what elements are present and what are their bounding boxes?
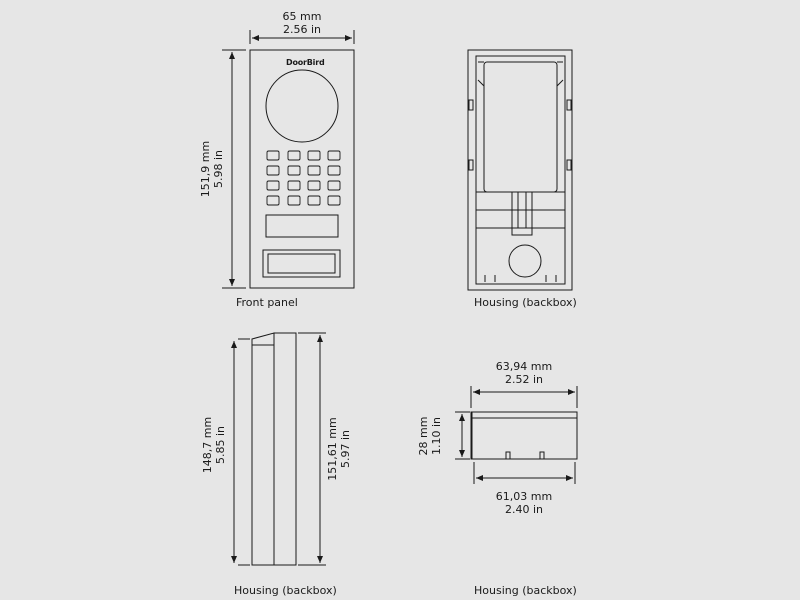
display-cavity bbox=[484, 62, 557, 192]
front-height-in: 5.98 in bbox=[212, 149, 225, 189]
bottom-base-mm: 61,03 mm bbox=[495, 490, 553, 503]
front-width-mm: 65 mm bbox=[282, 10, 322, 23]
bottom-top-in: 2.52 in bbox=[504, 373, 544, 386]
camera-lens bbox=[266, 70, 338, 142]
bottom-body bbox=[471, 412, 577, 459]
doorbell-button-inner bbox=[268, 254, 335, 273]
front-panel-caption: Front panel bbox=[236, 296, 298, 309]
side-left-label bbox=[201, 405, 227, 485]
front-panel-drawing bbox=[222, 30, 354, 288]
side-wedge bbox=[252, 333, 274, 565]
bottom-depth-label bbox=[417, 406, 443, 466]
front-width-label bbox=[262, 10, 342, 36]
keypad bbox=[267, 151, 340, 205]
brand-logo-text: DoorBird bbox=[286, 58, 325, 67]
housing-side-caption: Housing (backbox) bbox=[234, 584, 337, 597]
bottom-depth-in: 1.10 in bbox=[430, 416, 443, 456]
side-right-in: 5.97 in bbox=[339, 429, 352, 469]
housing-inner bbox=[476, 56, 565, 284]
bottom-base-label bbox=[484, 490, 564, 516]
front-panel-outline bbox=[250, 50, 354, 288]
front-height-label bbox=[199, 129, 225, 209]
side-right-label bbox=[326, 404, 352, 494]
housing-back-drawing bbox=[468, 50, 572, 290]
front-height-mm: 151,9 mm bbox=[199, 140, 212, 198]
bottom-top-mm: 63,94 mm bbox=[495, 360, 553, 373]
bottom-top-label bbox=[484, 360, 564, 386]
side-left-mm: 148,7 mm bbox=[201, 416, 214, 474]
housing-side-drawing bbox=[234, 333, 326, 565]
rfid-area bbox=[266, 215, 338, 237]
cable-hole bbox=[509, 245, 541, 277]
housing-back-caption: Housing (backbox) bbox=[474, 296, 577, 309]
bottom-base-in: 2.40 in bbox=[504, 503, 544, 516]
side-left-in: 5.85 in bbox=[214, 425, 227, 465]
side-body bbox=[274, 333, 296, 565]
front-width-in: 2.56 in bbox=[282, 23, 322, 36]
bottom-depth-mm: 28 mm bbox=[417, 416, 430, 456]
housing-bottom-drawing bbox=[455, 386, 577, 484]
housing-bottom-caption: Housing (backbox) bbox=[474, 584, 577, 597]
side-right-mm: 151,61 mm bbox=[326, 417, 339, 481]
